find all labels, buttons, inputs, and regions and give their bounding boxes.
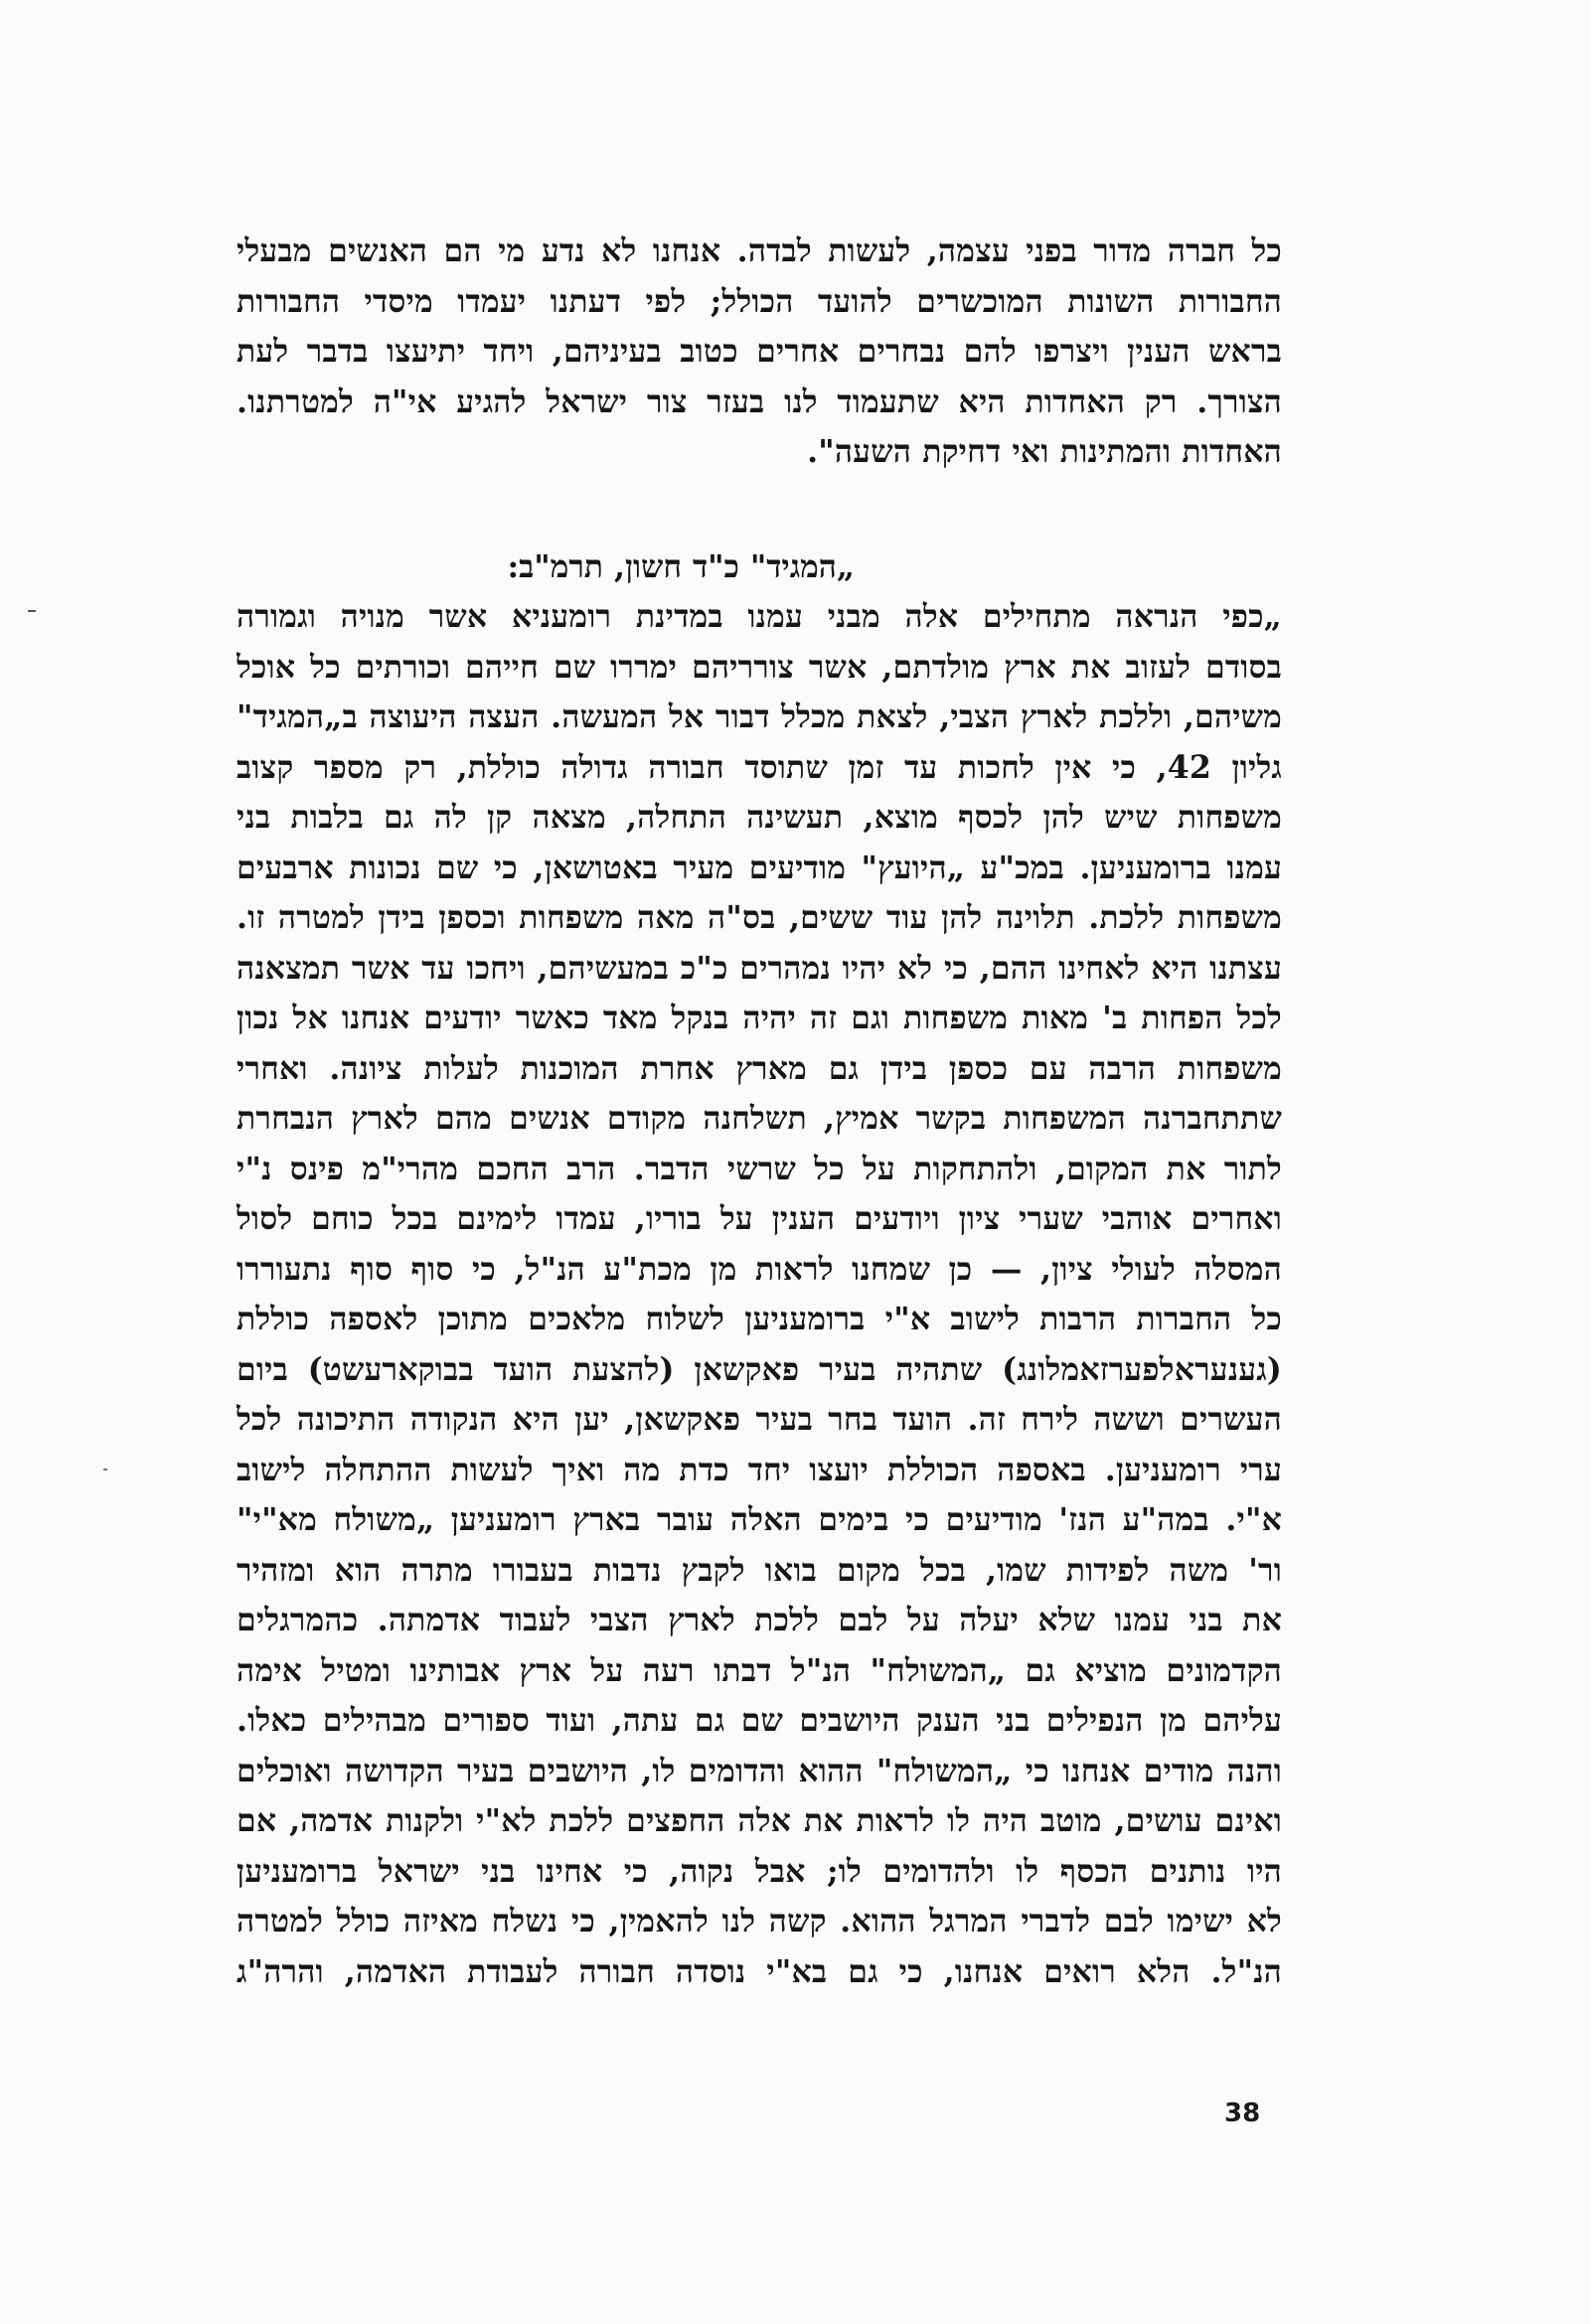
text-line: לכל הפחות ב' מאות משפחות וגם זה יהיה בנקל מאד כאשר יודעים אנחנו אל נכון [237,1000,1282,1036]
text-line: האחדות והמתינות ואי דחיקת השעה". [807,433,1282,470]
paragraph-opening [237,227,1282,478]
text-line: בראש הענין ויצרפו להם נבחרים אחרים כטוב בעיניהם, ויחד יתיעצו בדבר לעת [237,333,1282,370]
text-line: הנ"ל. הלא רואים אנחנו, כי גם בא"י נוסדה חבורה לעבודת האדמה, והרה"ג [237,1952,1282,1990]
text-line: ור' משה לפידות שמו, בכל מקום בואו לקבץ נדבות בעבורו מתרה הוא ומזהיר [237,1551,1282,1589]
text-line: ואחרים אוהבי שערי ציון ויודעים הענין על בוריו, עמדו לימינם בכל כוחם לסול [237,1200,1282,1237]
text-line: העשרים וששה לירח זה. הועד בחר בעיר פאקשאן, יען היא הנקודה התיכונה לכל [237,1401,1282,1438]
text-line: משפחות שיש להן לכסף מוצא, תעשינה התחלה, מצאה קן לה גם בלבות בני [237,799,1282,836]
text-line: החבורות השונות המוכשרים להועד הכולל; לפי דעתנו יעמדו מיסדי החבורות [237,282,1282,320]
text-line: את בני עמנו שלא יעלה על לבם ללכת לארץ הצבי לעבוד אדמתה. כהמרגלים [237,1602,1282,1638]
text-line: ערי רומעניען. באספה הכוללת יועצו יחד כדת מה ואיך לעשות ההתחלה לישוב [237,1451,1282,1488]
text-line: „כפי הנראה מתחילים אלה מבני עמנו במדינת רומעניא אשר מנויה וגמורה [237,598,1282,635]
text-line: גליון 42, כי אין לחכות עד זמן שתוסד חבורה גדולה כוללת, רק מספר קצוב [237,748,1282,786]
text-line: עמנו ברומעניען. במכ"ע „היועץ" מודיעים מעיר באטושאן, כי שם נכונות ארבעים [237,849,1282,886]
text-line: כל החברות הרבות לישוב א"י ברומעניען לשלוח מלאכים מתוכן לאספה כוללת [237,1301,1282,1337]
text-line: לתור את המקום, ולהתחקות על כל שרשי הדבר. הרב החכם מהרי"מ פינס נ"י [237,1150,1282,1187]
text-line: ואינם עושים, מוטב היה לו לראות את אלה החפצים ללכת לא"י ולקנות אדמה, אם [237,1802,1282,1839]
scan-margin-mark [103,1469,107,1471]
text-line: שתתחברנה המשפחות בקשר אמיץ, תשלחנה מקודם אנשים מהם לארץ הנבחרת [237,1100,1282,1137]
text-line: המסלה לעולי ציון, — כן שמחנו לראות מן מכת"ע הנ"ל, כי סוף סוף נתעוררו [237,1250,1282,1288]
text-line: א"י. במה"ע הנז' מודיעים כי בימים האלה עובר בארץ רומעניען „משולח מא"י" [237,1501,1282,1538]
source-heading: „המגיד" כ"ד חשון, תרמ"ב: [507,548,855,585]
text-line: משפחות הרבה עם כספן בידן גם מארץ אחרת המוכנות לעלות ציונה. ואחרי [237,1049,1282,1087]
text-line: משיהם, וללכת לארץ הצבי, לצאת מכלל דבור אל המעשה. העצה היעוצה ב„המגיד" [237,698,1282,735]
text-line: עצתנו היא לאחינו ההם, כי לא יהיו נמהרים כ"כ במעשיהם, ויחכו עד אשר תמצאנה [237,949,1282,987]
text-line: לא ישימו לבם לדברי המרגל ההוא. קשה לנו להאמין, כי נשלח מאיזה כולל למטרה [237,1903,1282,1939]
text-line: משפחות ללכת. תלוינה להן עוד ששים, בס"ה מאה משפחות וכספן בידן למטרה זו. [237,899,1282,936]
text-line: הצורך. רק האחדות היא שתעמוד לנו בעזר צור ישראל להגיע אי"ה למטרתנו. [237,383,1282,420]
text-line: כל חברה מדור בפני עצמה, לעשות לבדה. אנחנו לא נדע מי הם האנשים מבעלי [237,232,1282,269]
paragraph-quotation [237,592,1282,1997]
scan-margin-mark [28,610,36,612]
page-number: 38 [1224,2098,1261,2128]
text-line: והנה מודים אנחנו כי „המשולח" ההוא והדומים לו, היושבים בעיר הקדושה ואוכלים [237,1752,1282,1789]
text-line: הקדמונים מוציא גם „המשולח" הנ"ל דבתו רעה על ארץ אבותינו ומטיל אימה [237,1651,1282,1689]
text-line: עליהם מן הנפילים בני הענק היושבים שם גם עתה, ועוד ספורים מבהילים כאלו. [237,1702,1282,1739]
text-line: היו נותנים הכסף לו ולהדומים לו; אבל נקוה, כי אחינו בני ישראל ברומעניען [237,1852,1282,1890]
text-line: (גענעראלפערזאמלונג) שתהיה בעיר פאקשאן (להצעת הועד בבוקארעשט) ביום [237,1350,1282,1388]
text-line: בסודם לעזוב את ארץ מולדתם, אשר צורריהם ימררו שם חייהם וכורתים כל אוכל [237,648,1282,686]
